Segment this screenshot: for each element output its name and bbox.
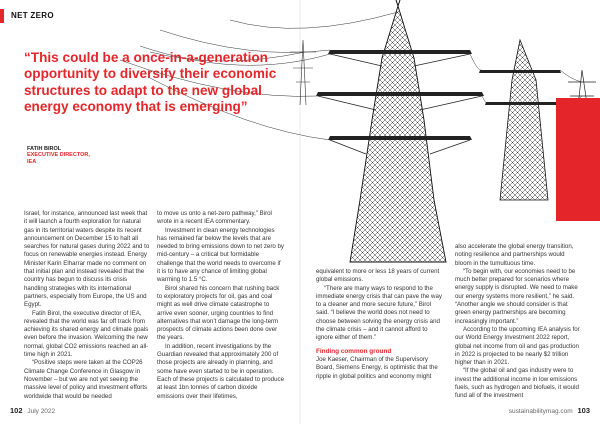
attribution-org: IEA [27, 158, 37, 165]
paragraph: Investment in clean energy technologies has remained far below the levels that are needed to bring emissions down to net zero by mid-century – a critical but formidable challenge that the world needs to overcome if it is to have any chance of limiting global warming to 1.5 °C. [157, 226, 284, 284]
paragraph: “Positive steps were taken at the COP26 Climate Change Conference in Glasgow in November – but we are not yet seeing the massive level of policy and investment efforts worldwide that would be needed [24, 359, 148, 400]
body-column-4 [455, 243, 582, 401]
accent-block [556, 98, 600, 221]
paragraph: Fatih Birol, the executive director of IEA, revealed that the world was far off track from achieving its shared energy and climate goals even before the invasion. Welcoming the new normal, global CO2 emissions reached an all-time high in 2021. [24, 309, 149, 359]
quote-attribution [27, 146, 90, 165]
page-number: 103 [577, 406, 590, 415]
paragraph: Birol shared his concern that rushing back to exploratory projects for oil, gas and coal might as well drive climate catastrophe to arrive even sooner, urging countries to find alternatives that won’t damage the long-term prospects of climate actions been done over the years. [157, 284, 280, 342]
section-label: NET ZERO [11, 11, 54, 20]
page-number: 102 [10, 406, 23, 415]
right-folio [509, 407, 590, 416]
paragraph: equivalent to more or less 18 years of current global emissions. [316, 268, 440, 284]
paragraph: to move us onto a net-zero pathway,” Birol wrote in a recent IEA commentary. [157, 210, 272, 226]
paragraph: According to the upcoming IEA analysis for our World Energy Investment 2022 report, global net income from oil and gas production in 2022 is projected to be nearly $2 trillion higher than in 2021. [455, 325, 580, 367]
right-pylon [479, 40, 561, 200]
paragraph: In addition, recent investigations by the Guardian revealed that approximately 200 of those projects are already in planning, and some have even started to be in operation. Each of these projects is calculated to produce at least 1bn tonnes of carbon dioxide emissions over their lifetimes, [157, 342, 284, 400]
pull-quote: “This could be a once-in-a-generation opportunity to diversify their economic structures to adapt to the new global energy economy that is emerging” [24, 50, 277, 114]
paragraph: also accelerate the global energy transition, noting resilience and partnerships would bloom in the tumultuous time. [455, 243, 574, 267]
attribution-name: FATIH BIROL [27, 146, 62, 152]
paragraph: “There are many ways to respond to the immediate energy crisis that can pave the way to a cleaner and more secure future,” Birol said. “I believe the world does not need to choose between solving the energy crisis and the climate crisis – and it cannot afford to ignore either of them.” [316, 284, 442, 342]
paragraph: Israel, for instance, announced last week that it will launch a fourth exploration for natural gas in its territorial waters despite its recent announcement on December 15 to halt all searches for natural gases during 2022 and to focus on renewable energies instead. Energy Minister Karin Elharrar made no comment on that initial plan and instead revealed that the country has begun to discuss its crisis handling strategies with its international partners, especially from Europe, the US and Egypt. [24, 210, 150, 309]
body-column-1 [24, 210, 151, 401]
paragraph: Joe Kaeser, Chairman of the Supervisory Board, Siemens Energy, is optimistic that the ripple in global politics and economy might [316, 355, 438, 380]
paragraph: “If the global oil and gas industry were to invest the additional income in low emissions fuels, such as hydrogen and biofuels, it would fund all of the investment [455, 367, 579, 400]
paragraph: “To begin with, our economies need to be much better prepared for scenarios where energy supply is disrupted. We need to make our energy systems more resilient,” he said. “Another angle we should consider is that green energy partnerships are becoming increasingly important.” [455, 267, 578, 325]
body-column-3 [316, 268, 443, 381]
attribution-role: EXECUTIVE DIRECTOR, [27, 152, 90, 159]
subheading: Finding common ground [316, 347, 392, 355]
left-folio [10, 407, 55, 416]
body-column-2 [157, 210, 284, 401]
page-gutter [299, 0, 301, 424]
main-pylon [316, 0, 484, 262]
site-url[interactable]: sustainabilitymag.com [508, 408, 573, 415]
issue-date: July 2022 [27, 408, 56, 415]
